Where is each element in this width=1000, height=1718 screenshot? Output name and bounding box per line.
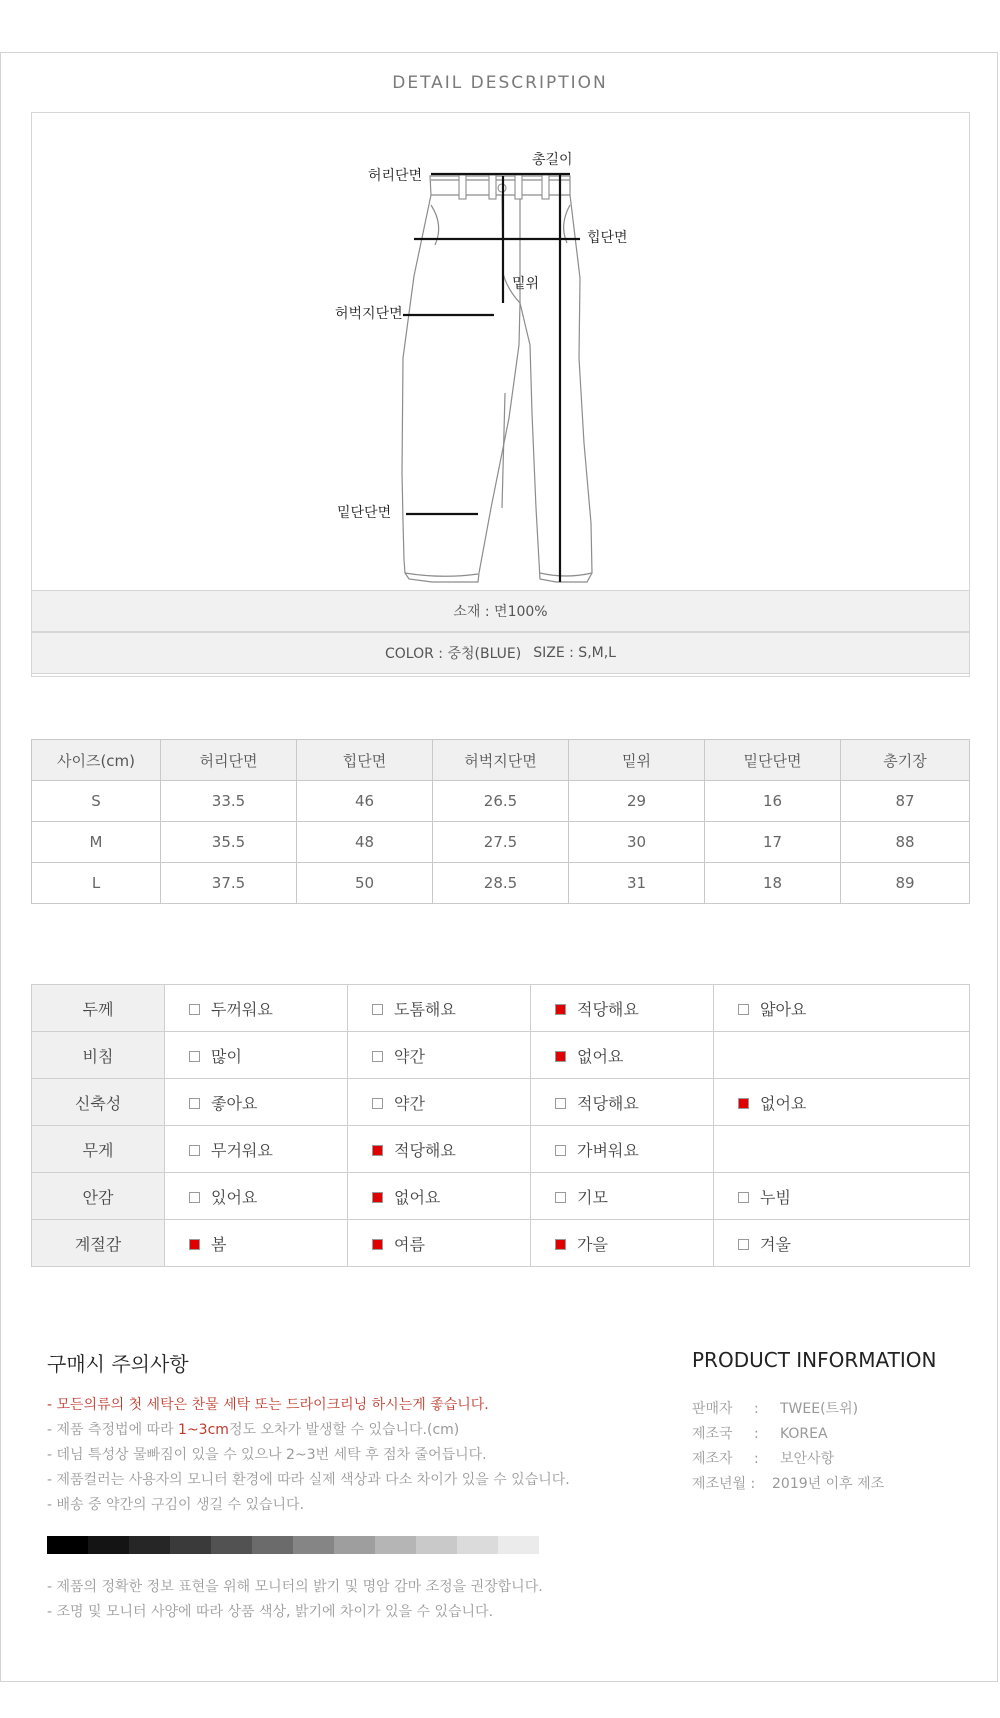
color-swatch <box>293 1536 334 1554</box>
notice-line-text: 정도 오차가 발생할 수 있습니다.(cm) <box>228 1422 460 1438</box>
feature-option-cell <box>714 1173 970 1220</box>
feature-option-cell <box>531 1220 714 1267</box>
feature-option-cell <box>348 1126 531 1173</box>
color-swatch <box>129 1536 170 1554</box>
feature-option-cell <box>165 1079 348 1126</box>
unchecked-box-icon <box>555 1145 566 1156</box>
color-swatch <box>88 1536 129 1554</box>
table-cell: 18 <box>705 863 841 904</box>
info-value: 보안사항 <box>780 1451 835 1467</box>
table-row <box>32 781 970 822</box>
feature-option-cell <box>348 1173 531 1220</box>
feature-option-label: 봄 <box>211 1234 227 1254</box>
color-swatch <box>498 1536 539 1554</box>
feature-option-cell <box>348 985 531 1032</box>
table-cell: 30 <box>569 822 705 863</box>
feature-option-label: 가벼워요 <box>577 1140 639 1160</box>
feature-label: 안감 <box>32 1173 165 1220</box>
unchecked-box-icon <box>189 1145 200 1156</box>
feature-option-cell <box>714 1126 970 1173</box>
notice-line: - 제품컬러는 사용자의 모니터 환경에 따라 실제 색상과 다소 차이가 있을 수 있습니다. <box>47 1472 570 1488</box>
header-cell: 허리단면 <box>161 740 297 781</box>
product-info-row <box>692 1447 884 1472</box>
feature-option-label: 약간 <box>394 1093 425 1113</box>
feature-option-cell <box>531 1126 714 1173</box>
feature-option-label: 도톰해요 <box>394 999 456 1019</box>
feature-label: 계절감 <box>32 1220 165 1267</box>
unchecked-box-icon <box>372 1051 383 1062</box>
header-cell: 총기장 <box>841 740 970 781</box>
info-key: 판매자 <box>692 1401 733 1417</box>
label-rise: 밑위 <box>512 276 540 292</box>
feature-row <box>32 1126 970 1173</box>
unchecked-box-icon <box>189 1098 200 1109</box>
unchecked-box-icon <box>738 1239 749 1250</box>
feature-option-label: 많이 <box>211 1046 242 1066</box>
unchecked-box-icon <box>189 1004 200 1015</box>
feature-option-label: 무거워요 <box>211 1140 273 1160</box>
checked-box-icon <box>555 1004 566 1015</box>
table-row <box>32 863 970 904</box>
feature-option-cell <box>531 1173 714 1220</box>
header-cell: 사이즈(cm) <box>32 740 161 781</box>
notice-line: - 데님 특성상 물빠짐이 있을 수 있으나 2~3번 세탁 후 점차 줄어듭니다. <box>47 1447 487 1463</box>
checked-box-icon <box>189 1239 200 1250</box>
color-size-row <box>31 632 970 674</box>
info-value: KOREA <box>780 1426 828 1442</box>
notice-line: - 조명 및 모니터 사양에 따라 상품 색상, 밝기에 차이가 있을 수 있습니다. <box>47 1604 494 1620</box>
feature-option-cell <box>714 1079 970 1126</box>
size-table-header <box>32 740 970 781</box>
color-swatch <box>47 1536 88 1554</box>
monitor-notice <box>47 1575 543 1625</box>
feature-option-label: 없어요 <box>760 1093 807 1113</box>
table-cell: 87 <box>841 781 970 822</box>
checked-box-icon <box>372 1145 383 1156</box>
feature-row <box>32 1032 970 1079</box>
gray-scale-swatches <box>47 1536 539 1554</box>
feature-label: 비침 <box>32 1032 165 1079</box>
notice-list <box>47 1393 570 1518</box>
feature-option-label: 있어요 <box>211 1187 258 1207</box>
table-cell: 27.5 <box>433 822 569 863</box>
info-key: 제조자 <box>692 1451 733 1467</box>
material-text: 소재 : 면100% <box>453 604 548 620</box>
feature-option-label: 적당해요 <box>577 1093 639 1113</box>
size-text: SIZE : S,M,L <box>533 645 616 661</box>
table-cell: L <box>32 863 161 904</box>
notice-title: 구매시 주의사항 <box>47 1352 189 1376</box>
unchecked-box-icon <box>189 1051 200 1062</box>
color-text: COLOR : 중청(BLUE) <box>385 646 522 662</box>
section-title: DETAIL DESCRIPTION <box>392 73 608 93</box>
feature-row <box>32 1173 970 1220</box>
feature-option-cell <box>348 1079 531 1126</box>
header-cell: 허벅지단면 <box>433 740 569 781</box>
info-colon: : <box>754 1401 759 1417</box>
checked-box-icon <box>555 1051 566 1062</box>
feature-option-cell <box>165 1173 348 1220</box>
notice-line-text: - 제품 측정법에 따라 <box>47 1422 179 1438</box>
notice-line: - 배송 중 약간의 구김이 생길 수 있습니다. <box>47 1497 305 1513</box>
label-waist: 허리단면 <box>368 168 423 184</box>
notice-line: - 제품의 정확한 정보 표현을 위해 모니터의 밝기 및 명암 감마 조정을 권장합니다. <box>47 1579 543 1595</box>
notice-highlight: 1~3cm <box>178 1422 229 1438</box>
table-cell: 29 <box>569 781 705 822</box>
header-cell: 밑위 <box>569 740 705 781</box>
feature-option-label: 적당해요 <box>394 1140 456 1160</box>
table-cell: 46 <box>297 781 433 822</box>
checked-box-icon <box>555 1239 566 1250</box>
info-colon: : <box>754 1451 759 1467</box>
feature-option-label: 얇아요 <box>760 999 807 1019</box>
checked-box-icon <box>738 1098 749 1109</box>
feature-option-label: 없어요 <box>577 1046 624 1066</box>
table-cell: S <box>32 781 161 822</box>
feature-option-cell <box>348 1220 531 1267</box>
notice-line <box>47 1418 570 1443</box>
info-colon: : <box>754 1426 759 1442</box>
feature-option-cell <box>165 1126 348 1173</box>
color-swatch <box>416 1536 457 1554</box>
feature-option-cell <box>165 1220 348 1267</box>
table-cell: M <box>32 822 161 863</box>
table-cell: 50 <box>297 863 433 904</box>
feature-option-label: 좋아요 <box>211 1093 258 1113</box>
info-value: TWEE(트위) <box>780 1401 859 1417</box>
color-swatch <box>375 1536 416 1554</box>
color-swatch <box>457 1536 498 1554</box>
checked-box-icon <box>372 1239 383 1250</box>
unchecked-box-icon <box>372 1004 383 1015</box>
feature-option-label: 기모 <box>577 1187 608 1207</box>
table-cell: 88 <box>841 822 970 863</box>
feature-option-label: 누빔 <box>760 1187 791 1207</box>
table-cell: 28.5 <box>433 863 569 904</box>
notice-line: - 모든의류의 첫 세탁은 찬물 세탁 또는 드라이크리닝 하시는게 좋습니다. <box>47 1397 489 1413</box>
info-key: 제조년월 : <box>692 1476 756 1492</box>
table-cell: 35.5 <box>161 822 297 863</box>
unchecked-box-icon <box>555 1098 566 1109</box>
feature-option-cell <box>165 985 348 1032</box>
info-value: 2019년 이후 제조 <box>772 1476 885 1492</box>
feature-option-cell <box>531 1032 714 1079</box>
table-cell: 17 <box>705 822 841 863</box>
measure-lines <box>403 174 580 582</box>
feature-option-label: 적당해요 <box>577 999 639 1019</box>
feature-option-label: 가을 <box>577 1234 608 1254</box>
table-cell: 89 <box>841 863 970 904</box>
table-cell: 37.5 <box>161 863 297 904</box>
table-cell: 26.5 <box>433 781 569 822</box>
product-info-row <box>692 1422 884 1447</box>
info-key: 제조국 <box>692 1426 733 1442</box>
feature-option-cell <box>714 985 970 1032</box>
feature-option-cell <box>714 1032 970 1079</box>
unchecked-box-icon <box>738 1004 749 1015</box>
header-cell: 밑단단면 <box>705 740 841 781</box>
pants-outline <box>402 176 592 582</box>
material-row <box>31 590 970 632</box>
feature-option-cell <box>531 985 714 1032</box>
feature-label: 두께 <box>32 985 165 1032</box>
checked-box-icon <box>372 1192 383 1203</box>
color-swatch <box>334 1536 375 1554</box>
feature-option-cell <box>348 1032 531 1079</box>
feature-row <box>32 1220 970 1267</box>
feature-option-label: 약간 <box>394 1046 425 1066</box>
label-hem: 밑단단면 <box>337 505 392 521</box>
feature-label: 신축성 <box>32 1079 165 1126</box>
feature-option-label: 두꺼워요 <box>211 999 273 1019</box>
table-cell: 31 <box>569 863 705 904</box>
unchecked-box-icon <box>372 1098 383 1109</box>
unchecked-box-icon <box>738 1192 749 1203</box>
table-cell: 48 <box>297 822 433 863</box>
product-info-title: PRODUCT INFORMATION <box>692 1348 937 1372</box>
size-table <box>31 739 970 904</box>
label-hip: 힙단면 <box>587 230 628 246</box>
product-info-row <box>692 1472 884 1497</box>
product-info-row <box>692 1397 884 1422</box>
table-row <box>32 822 970 863</box>
label-total-length: 총길이 <box>532 152 573 168</box>
feature-option-label: 겨울 <box>760 1234 791 1254</box>
product-info-list <box>692 1397 884 1497</box>
feature-table <box>31 984 970 1267</box>
feature-option-label: 여름 <box>394 1234 425 1254</box>
color-swatch <box>252 1536 293 1554</box>
feature-option-cell <box>714 1220 970 1267</box>
label-thigh: 허벅지단면 <box>335 306 403 322</box>
feature-option-cell <box>531 1079 714 1126</box>
header-cell: 힙단면 <box>297 740 433 781</box>
unchecked-box-icon <box>555 1192 566 1203</box>
table-cell: 33.5 <box>161 781 297 822</box>
unchecked-box-icon <box>189 1192 200 1203</box>
table-cell: 16 <box>705 781 841 822</box>
color-swatch <box>211 1536 252 1554</box>
feature-label: 무게 <box>32 1126 165 1173</box>
feature-option-label: 없어요 <box>394 1187 441 1207</box>
feature-option-cell <box>165 1032 348 1079</box>
feature-row <box>32 1079 970 1126</box>
feature-row <box>32 985 970 1032</box>
color-swatch <box>170 1536 211 1554</box>
